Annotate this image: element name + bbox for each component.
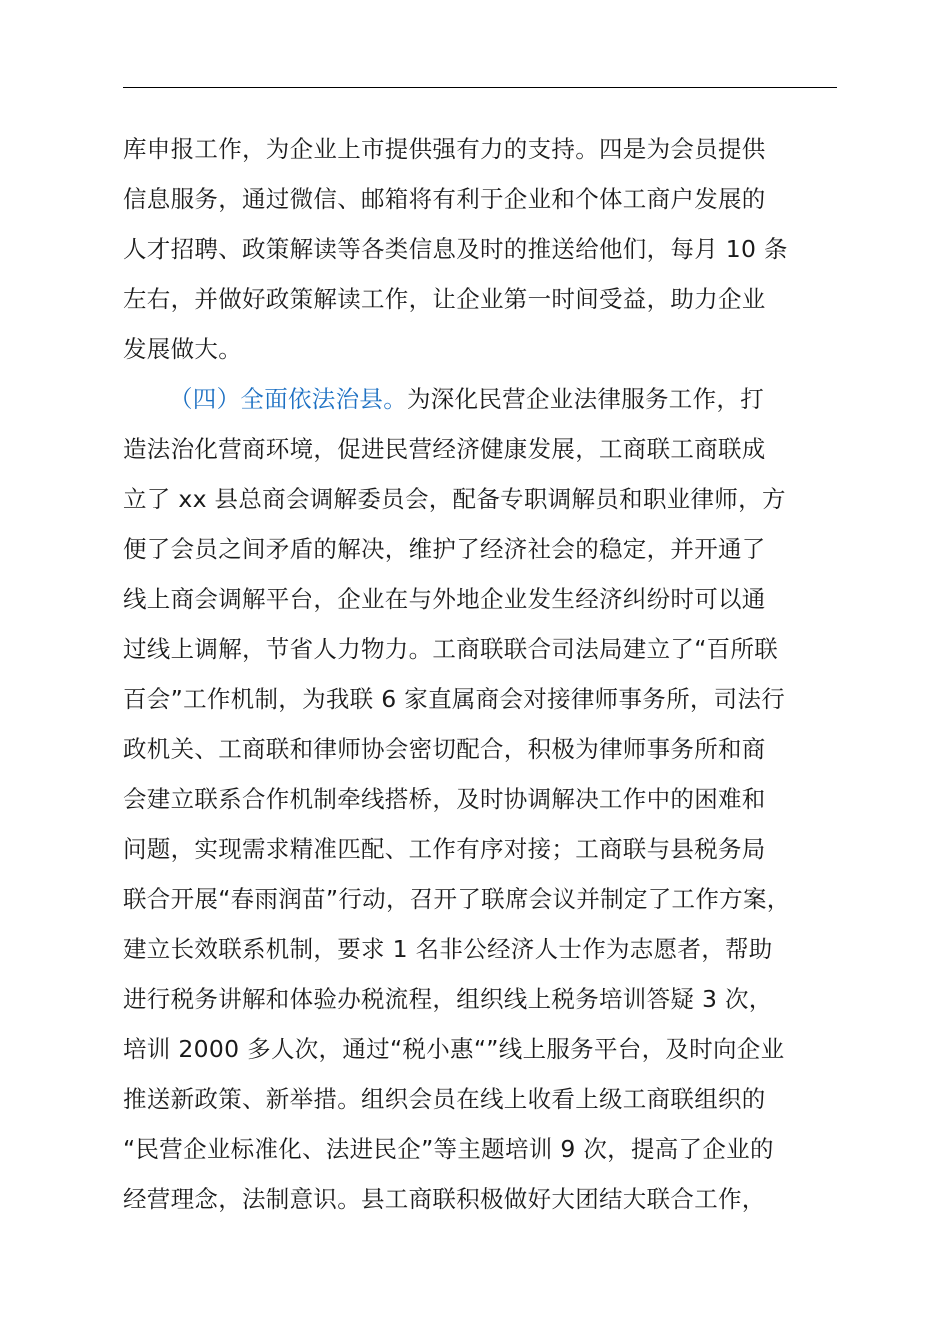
section-heading: （四）全面依法治县。 — [169, 385, 407, 413]
paragraph-line: 建立长效联系机制，要求 1 名非公经济人士作为志愿者，帮助 — [123, 935, 773, 963]
paragraph-line-rest: 为深化民营企业法律服务工作，打 — [407, 385, 764, 413]
body-text — [123, 124, 863, 1224]
paragraph-line: 经营理念，法制意识。县工商联积极做好大团结大联合工作， — [123, 1185, 766, 1213]
header-rule — [123, 87, 837, 88]
paragraph-line: 发展做大。 — [123, 335, 242, 363]
paragraph-line: 信息服务，通过微信、邮箱将有利于企业和个体工商户发展的 — [123, 185, 766, 213]
paragraph-line: 人才招聘、政策解读等各类信息及时的推送给他们，每月 10 条 — [123, 235, 788, 263]
paragraph-line: “民营企业标准化、法进民企”等主题培训 9 次，提高了企业的 — [123, 1135, 774, 1163]
paragraph-line: 推送新政策、新举措。组织会员在线上收看上级工商联组织的 — [123, 1085, 766, 1113]
paragraph-line: 库申报工作，为企业上市提供强有力的支持。四是为会员提供 — [123, 135, 766, 163]
paragraph-line: 百会”工作机制，为我联 6 家直属商会对接律师事务所，司法行 — [123, 685, 786, 713]
section-first-line — [123, 374, 863, 424]
paragraph-line: 会建立联系合作机制牵线搭桥，及时协调解决工作中的困难和 — [123, 785, 766, 813]
paragraph-line: 培训 2000 多人次，通过“税小惠“”线上服务平台，及时向企业 — [123, 1035, 785, 1063]
paragraph-line: 造法治化营商环境，促进民营经济健康发展，工商联工商联成 — [123, 435, 766, 463]
paragraph-line: 线上商会调解平台，企业在与外地企业发生经济纠纷时可以通 — [123, 585, 766, 613]
paragraph-line: 便了会员之间矛盾的解决，维护了经济社会的稳定，并开通了 — [123, 535, 766, 563]
paragraph-line: 过线上调解，节省人力物力。工商联联合司法局建立了“百所联 — [123, 635, 779, 663]
paragraph-line: 左右，并做好政策解读工作，让企业第一时间受益，助力企业 — [123, 285, 766, 313]
paragraph-line: 立了 xx 县总商会调解委员会，配备专职调解员和职业律师，方 — [123, 485, 786, 513]
paragraph-line: 问题，实现需求精准匹配、工作有序对接；工商联与县税务局 — [123, 835, 766, 863]
paragraph-line: 政机关、工商联和律师协会密切配合，积极为律师事务所和商 — [123, 735, 766, 763]
paragraph-line: 联合开展“春雨润苗”行动，召开了联席会议并制定了工作方案， — [123, 885, 791, 913]
paragraph-line: 进行税务讲解和体验办税流程，组织线上税务培训答疑 3 次， — [123, 985, 773, 1013]
